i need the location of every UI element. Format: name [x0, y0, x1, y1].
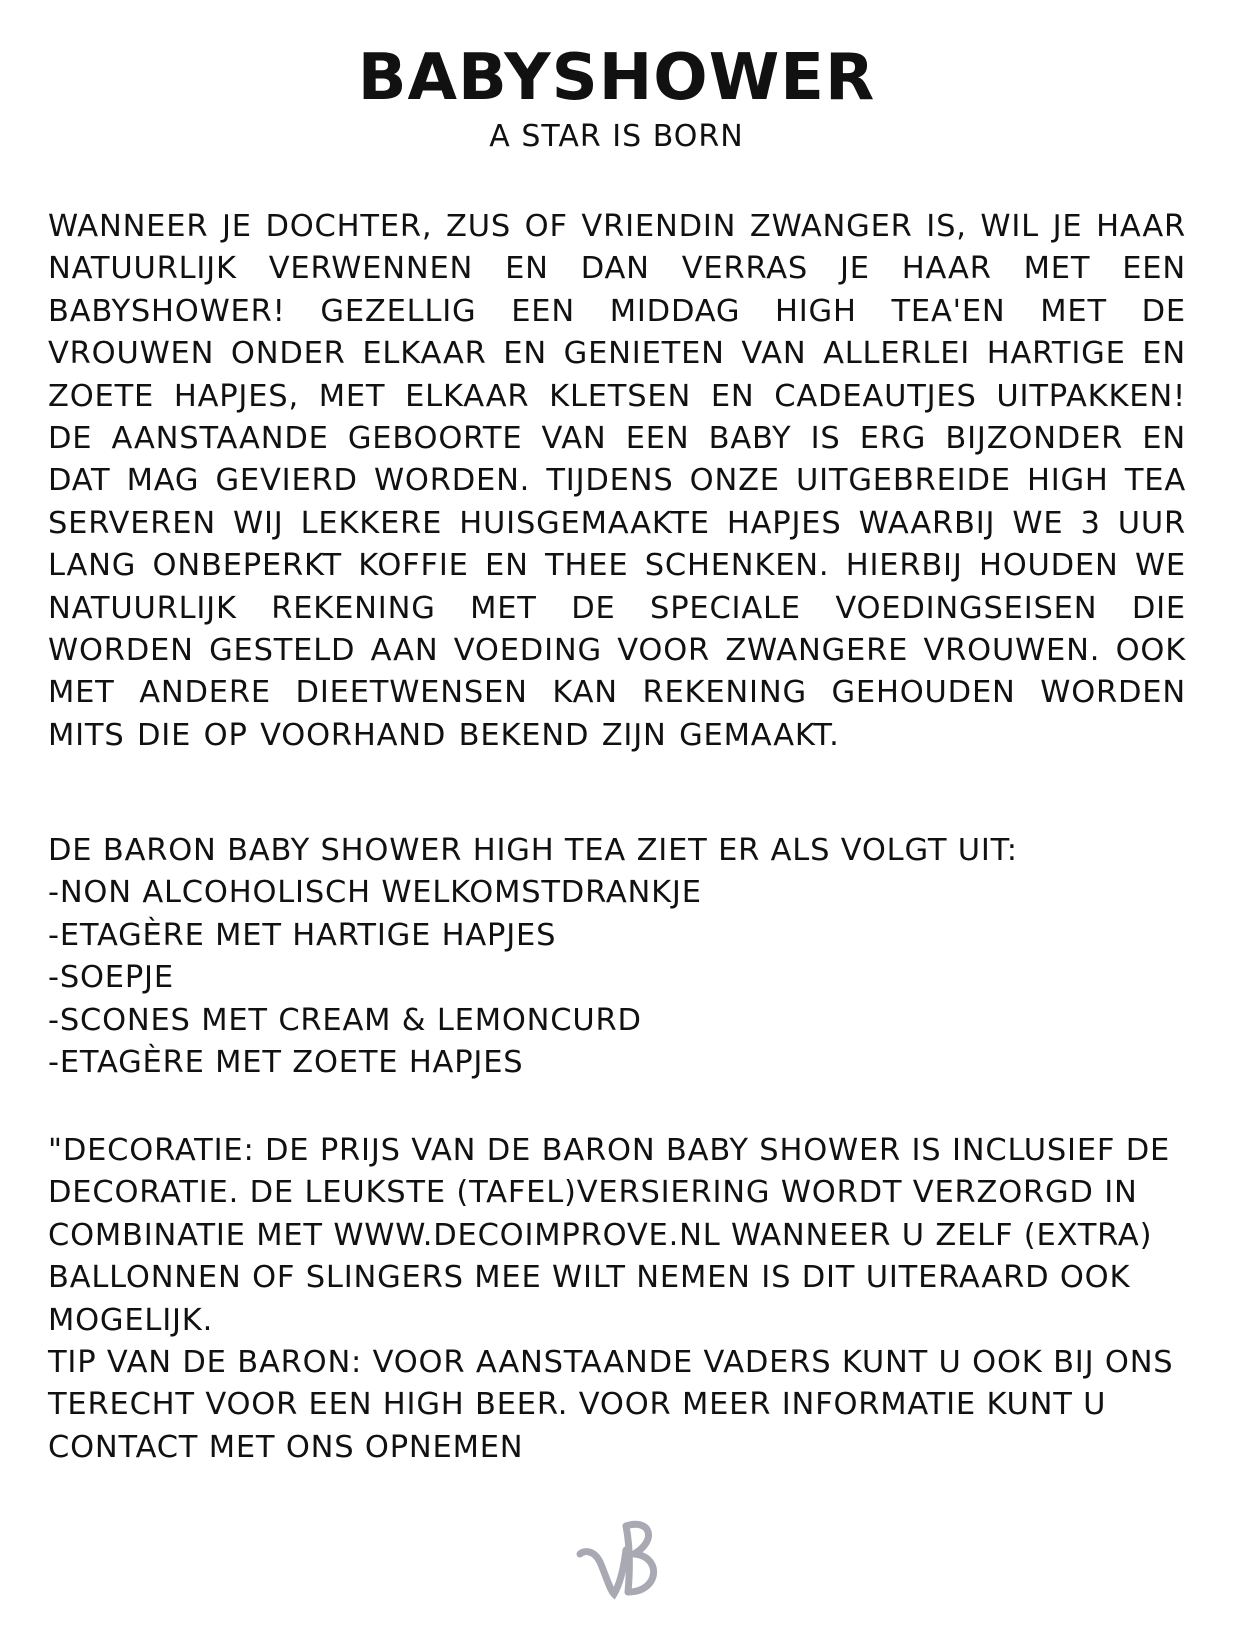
menu-item: - ETAGÈRE MET ZOETE HAPJES: [48, 1042, 1186, 1084]
logo-graphic: [570, 1510, 666, 1606]
page-subtitle: A STAR IS BORN: [489, 119, 744, 154]
menu-section: [48, 830, 1186, 1084]
decoration-paragraph: "DECORATIE: DE PRIJS VAN DE BARON BABY SHOWER IS INCLUSIEF DE DECORATIE. DE LEUKSTE (TAFEL)VERSIERING WORDT VERZORGD IN COMBINATIE MET WWW.DECOIMPROVE.NL WANNEER U ZELF (EXTRA) BALLONNEN OF SLINGERS MEE WILT NEMEN IS DIT UITERAARD OOK MOGELIJK.: [48, 1133, 1171, 1338]
menu-item: - NON ALCOHOLISCH WELKOMSTDRANKJE: [48, 872, 1186, 914]
menu-item: - SOEPJE: [48, 957, 1186, 999]
intro-paragraph: WANNEER JE DOCHTER, ZUS OF VRIENDIN ZWANGER IS, WIL JE HAAR NATUURLIJK VERWENNEN EN DAN VERRAS JE HAAR MET EEN BABYSHOWER! GEZELLIG EEN MIDDAG HIGH TEA'EN MET DE VROUWEN ONDER ELKAAR EN GENIETEN VAN ALLERLEI HARTIGE EN ZOETE HAPJES, MET ELKAAR KLETSEN EN CADEAUTJES UITPAKKEN! DE AANSTAANDE GEBOORTE VAN EEN BABY IS ERG BIJZONDER EN DAT MAG GEVIERD WORDEN. TIJDENS ONZE UITGEBREIDE HIGH TEA SERVEREN WIJ LEKKERE HUISGEMAAKTE HAPJES WAARBIJ WE 3 UUR LANG ONBEPERKT KOFFIE EN THEE SCHENKEN. HIERBIJ HOUDEN WE NATUURLIJK REKENING MET DE SPECIALE VOEDINGSEISEN DIE WORDEN GESTELD AAN VOEDING VOOR ZWANGERE VROUWEN. OOK MET ANDERE DIEETWENSEN KAN REKENING GEHOUDEN WORDEN MITS DIE OP VOORHAND BEKEND ZIJN GEMAAKT.: [48, 209, 1186, 753]
menu-heading: DE BARON BABY SHOWER HIGH TEA ZIET ER ALS VOLGT UIT:: [48, 833, 1018, 868]
de-baron-logo-icon: [570, 1510, 666, 1606]
menu-item: - SCONES MET CREAM & LEMONCURD: [48, 1000, 1186, 1042]
menu-list: [48, 872, 1186, 1084]
decoration-section: [48, 1130, 1186, 1469]
tip-paragraph: TIP VAN DE BARON: VOOR AANSTAANDE VADERS KUNT U OOK BIJ ONS TERECHT VOOR EEN HIGH BEER. VOOR MEER INFORMATIE KUNT U CONTACT MET ONS OPNEMEN: [48, 1345, 1174, 1465]
menu-item: - ETAGÈRE MET HARTIGE HAPJES: [48, 915, 1186, 957]
page-title: BABYSHOWER: [357, 41, 876, 115]
